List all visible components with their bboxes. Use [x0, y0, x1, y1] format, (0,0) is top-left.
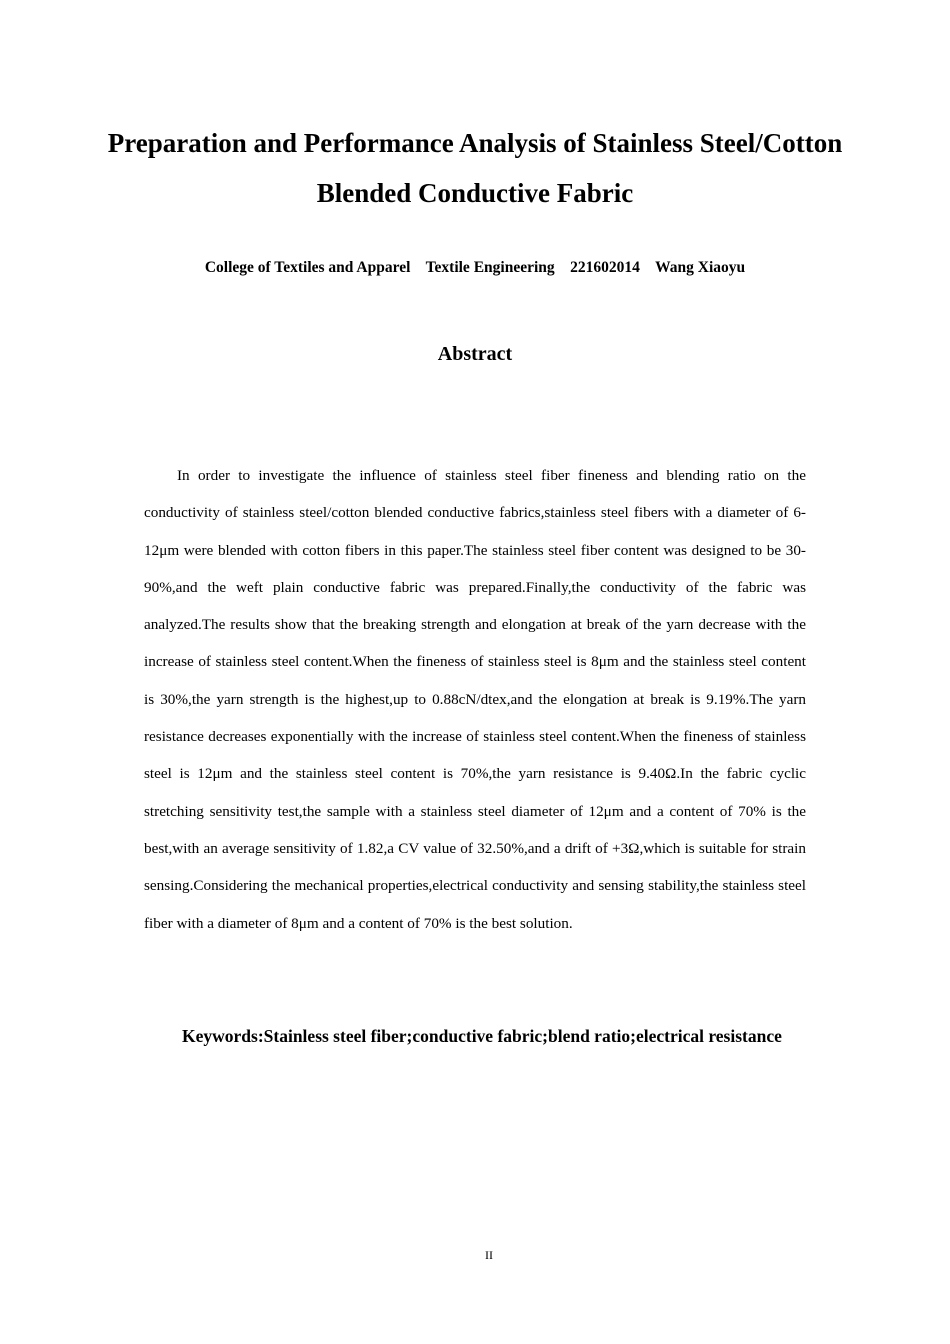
author-affiliation-line: College of Textiles and Apparel Textile Engineering 221602014 Wang Xiaoyu: [204, 259, 746, 276]
abstract-heading: Abstract: [437, 343, 513, 365]
paper-title: Preparation and Performance Analysis of Stainless Steel/Cotton Blended Conductive Fabric: [107, 128, 843, 208]
keywords: Keywords:Stainless steel fiber;conductive fabric;blend ratio;electrical resistance: [182, 1026, 782, 1046]
page-number: II: [485, 1248, 493, 1262]
abstract-body: In order to investigate the influence of stainless steel fiber fineness and blending ratio on the conductivity of stainless steel/cotton blended conductive fabrics,stainless steel fibers with a diameter of 6-12μm were blended with cotton fibers in this paper.The stainless steel fiber content was designed to be 30-90%,and the weft plain conductive fabric was prepared.Finally,the conductivity of the fabric was analyzed.The results show that the breaking strength and elongation at break of the yarn decrease with the increase of stainless steel content.When the fineness of stainless steel is 8μm and the stainless steel content is 30%,the yarn strength is the highest,up to 0.88cN/dtex,and the elongation at break is 9.19%.The yarn resistance decreases exponentially with the increase of stainless steel content.When the fineness of stainless steel is 12μm and the stainless steel content is 70%,the yarn resistance is 9.40Ω.In the fabric cyclic stretching sensitivity test,the sample with a stainless steel diameter of 12μm and a content of 70% is the best,with an average sensitivity of 1.82,a CV value of 32.50%,and a drift of +3Ω,which is suitable for strain sensing.Considering the mechanical properties,electrical conductivity and sensing stability,the stainless steel fiber with a diameter of 8μm and a content of 70% is the best solution.: [144, 467, 806, 932]
